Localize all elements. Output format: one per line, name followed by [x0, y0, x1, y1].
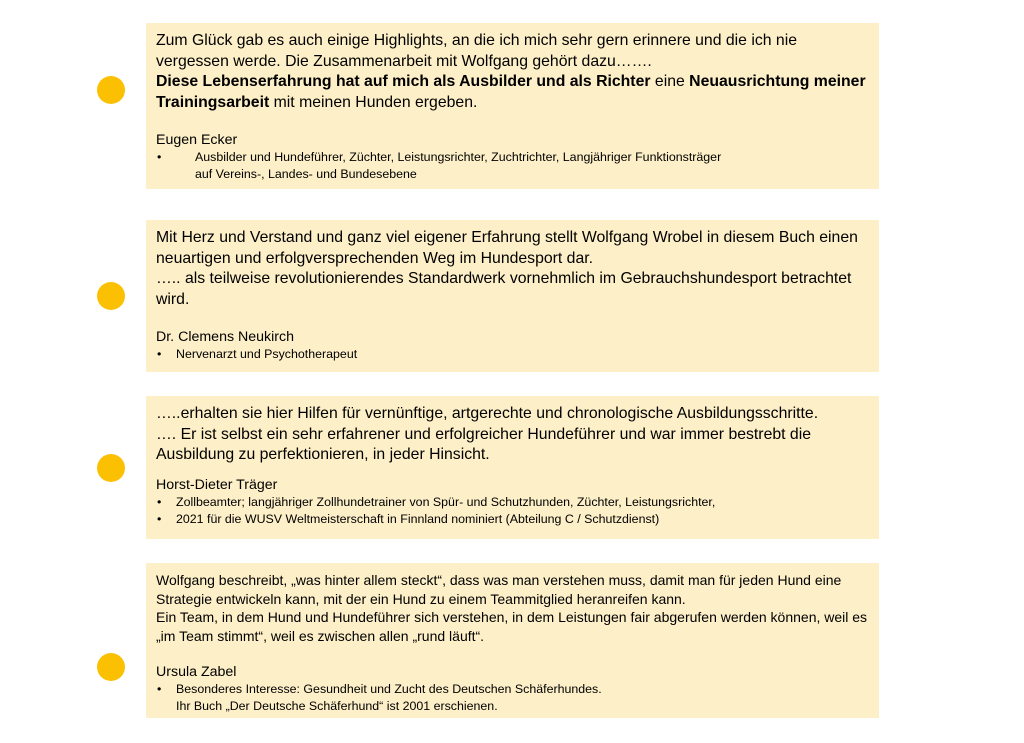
testimonial-card [146, 563, 879, 718]
bullet-dot-icon [97, 454, 125, 482]
quote-line: ….. als teilweise revolutionierendes Standardwerk vornehmlich im Gebrauchshundesport betrachtet wird. [156, 270, 852, 308]
author-credentials [156, 494, 869, 528]
testimonial-card [146, 396, 879, 539]
author-name: Horst-Dieter Träger [156, 476, 278, 493]
quote-connector: eine [650, 73, 690, 90]
author-name: Eugen Ecker [156, 132, 238, 148]
credential-text-continued: Ihr Buch „Der Deutsche Schäferhund“ ist 2001 erschienen. [176, 699, 498, 713]
author-credentials [156, 149, 869, 183]
author-credentials [156, 346, 869, 363]
quote-line: …..erhalten sie hier Hilfen für vernünftige, artgerechte und chronologische Ausbildungsschritte. [156, 405, 819, 422]
credential-text: Ausbilder und Hundeführer, Züchter, Leistungsrichter, Zuchtrichter, Langjähriger Funktionsträger [195, 150, 722, 164]
quote-bold-1: Diese Lebenserfahrung hat auf mich als Ausbilder und als Richter [156, 73, 651, 90]
testimonial-quote [156, 404, 869, 466]
bullet-dot-icon [97, 76, 125, 104]
credential-item [156, 681, 869, 715]
quote-bold-2: Neuausrichtung meiner Trainingsarbeit [156, 73, 866, 111]
author-name: Dr. Clemens Neukirch [156, 329, 294, 345]
author-credentials [156, 681, 869, 715]
credential-text: Besonderes Interesse: Gesundheit und Zucht des Deutschen Schäferhundes. [176, 682, 602, 696]
credential-item: • Zollbeamter; langjähriger Zollhundetrainer von Spür- und Schutzhunden, Züchter, Leistungsrichter, [156, 494, 869, 511]
bullet-dot-icon [97, 282, 125, 310]
quote-line: …. Er ist selbst ein sehr erfahrener und erfolgreicher Hundeführer und war immer bestrebt die Ausbildung zu perfektionieren, in jeder Hinsicht. [156, 425, 812, 463]
testimonial-card [146, 220, 879, 372]
author-name: Ursula Zabel [156, 664, 237, 680]
quote-intro: Zum Glück gab es auch einige Highlights, an die ich mich sehr gern erinnere und die ich nie vergessen werde. Die Zusammenarbeit mit Wolfgang gehört dazu……. [156, 32, 798, 70]
testimonial-quote [156, 571, 869, 645]
testimonial-quote [156, 228, 869, 310]
testimonial-quote [156, 31, 869, 113]
bullet-dot-icon [97, 653, 125, 681]
testimonial-card [146, 23, 879, 189]
quote-line: Mit Herz und Verstand und ganz viel eigener Erfahrung stellt Wolfgang Wrobel in diesem Buch einen neuartigen und erfolgversprechenden Weg im Hundesport dar. [156, 229, 858, 267]
credential-item: • Nervenarzt und Psychotherapeut [156, 346, 869, 363]
credential-text-continued: auf Vereins-, Landes- und Bundesebene [195, 167, 417, 181]
quote-end: mit meinen Hunden ergeben. [269, 93, 478, 111]
credential-item: • 2021 für die WUSV Weltmeisterschaft in Finnland nominiert (Abteilung C / Schutzdienst) [156, 511, 869, 528]
credential-item [156, 149, 869, 183]
quote-line: Ein Team, in dem Hund und Hundeführer sich verstehen, in dem Leistungen fair abgerufen werden können, weil es „im Team stimmt“, weil es zwischen allen „rund läuft“. [156, 609, 868, 644]
quote-line: Wolfgang beschreibt, „was hinter allem steckt“, dass was man verstehen muss, damit man für jeden Hund eine Strategie entwickeln kann, mit der ein Hund zu einem Teammitglied heranreifen kann. [156, 572, 842, 607]
